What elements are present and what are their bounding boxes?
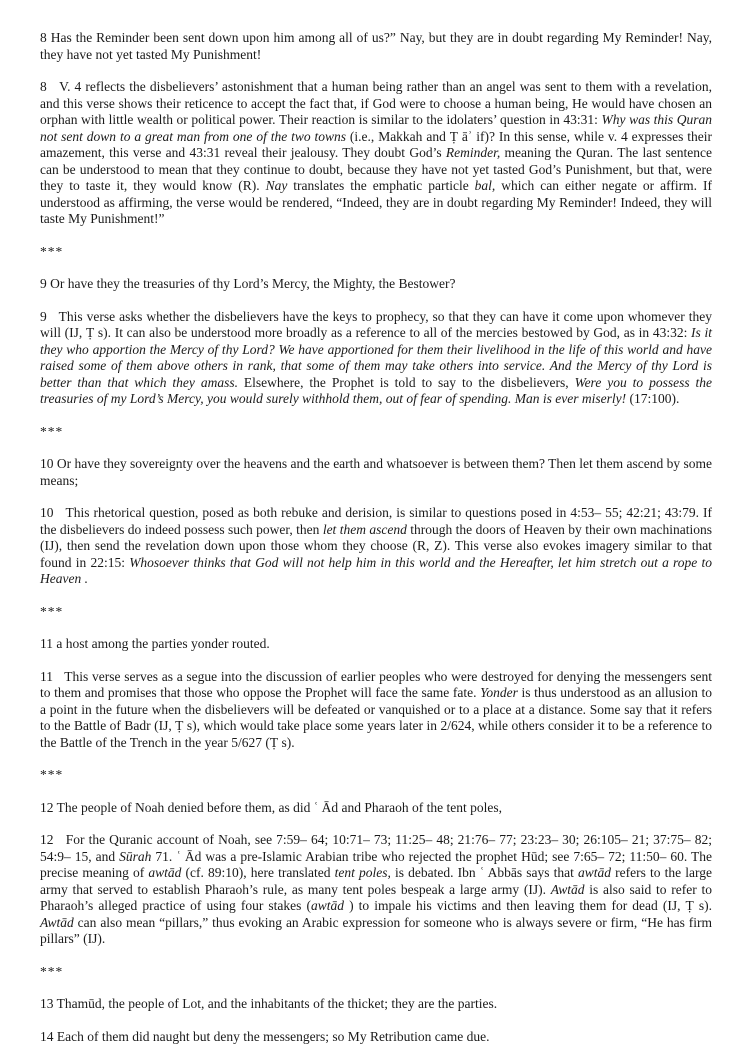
commentary-paragraph bbox=[40, 309, 712, 408]
italic-text-segment: Yonder bbox=[480, 685, 518, 700]
text-segment: 13 Thamūd, the people of Lot, and the inhabitants of the thicket; they are the parties. bbox=[40, 996, 498, 1011]
italic-text-segment: Sūrah bbox=[119, 848, 152, 864]
italic-text-segment: Whosoever thinks that God will not help him in this world and the Hereafter, let him stretch out a rope to Heaven . bbox=[40, 554, 713, 586]
text-segment: 14 Each of them did naught but deny the messengers; so My Retribution came due. bbox=[40, 1028, 490, 1044]
verse-paragraph bbox=[40, 30, 712, 63]
italic-text-segment: Is it they who apportion the Mercy of thy Lord? We have apportioned for them their livelihood in the life of this world and have raised some of them above others in rank, that some of them may take others into service. And the Mercy of thy Lord is better than that which they amass. bbox=[40, 325, 712, 390]
text-segment: (i.e., Makkah and Ṭ āʾ if)? In this sense, while v. 4 expresses their amazement, this verse and 43:31 reveal their jealousy. They doubt God’s bbox=[40, 128, 712, 160]
text-segment: through the doors of Heaven by their own machinations (IJ), then send the revelation down upon those whom they choose (R, Z). This verse also evokes imagery similar to that found in 22:15: bbox=[40, 521, 712, 570]
text-segment: 71. ʿ Ād was a pre-Islamic Arabian tribe who rejected the prophet Hūd; see 7:65– 72; 11:50– 60. The precise meaning of bbox=[40, 848, 712, 880]
italic-text-segment: let them ascend bbox=[322, 521, 407, 537]
verse-paragraph bbox=[40, 1029, 712, 1046]
verse-paragraph bbox=[40, 996, 712, 1013]
section-separator: *** bbox=[40, 767, 64, 782]
commentary-paragraph bbox=[40, 669, 712, 752]
text-segment: can also mean “pillars,” thus evoking an Arabic expression for someone who is always severe or firm, “He has firm pillars” (IJ). bbox=[40, 914, 712, 946]
text-segment: 12 The people of Noah denied before them, as did ʿ Ād and Pharaoh of the tent poles, bbox=[40, 799, 502, 815]
text-segment: 8 V. 4 reflects the disbelievers’ astonishment that a human being rather than an angel was sent to them with a revelation, and this verse shows their reticence to accept the fact that, if God were to choose a human being, He would have chosen an orphan with little wealth or political power. Their reaction is similar to the idolaters’ question in 43:31: bbox=[40, 79, 712, 127]
text-segment: refers to the large army that served to establish Pharaoh’s rule, as many tent poles bespeak a large army (IJ). bbox=[40, 865, 712, 897]
commentary-paragraph bbox=[40, 79, 712, 228]
italic-text-segment: Awtād bbox=[550, 881, 585, 897]
text-segment: ) to impale his victims and then leaving them for dead (IJ, Ṭ s). bbox=[343, 898, 712, 913]
text-segment: 8 Has the Reminder been sent down upon him among all of us?” Nay, but they are in doubt regarding My Reminder! Nay, they have not yet tasted My Punishment! bbox=[40, 30, 712, 62]
section-separator: *** bbox=[40, 423, 64, 439]
italic-text-segment: awtād bbox=[578, 865, 612, 880]
text-segment: 10 This rhetorical question, posed as both rebuke and derision, is similar to questions posed in 4:53– 55; 42:21; 43:79. If the disbelievers do indeed possess such power, then bbox=[40, 505, 712, 537]
page-content bbox=[40, 30, 712, 1045]
italic-text-segment: Reminder, bbox=[445, 145, 501, 160]
text-segment: 12 For the Quranic account of Noah, see 7:59– 64; 10:71– 73; 11:25– 48; 21:76– 77; 23:23– 30; 26:105– 21; 37:75– 82; 54:9– 15, and bbox=[40, 832, 712, 864]
verse-paragraph bbox=[40, 800, 712, 817]
text-segment: is also said to refer to Pharaoh’s alleged practice of using four stakes ( bbox=[40, 881, 712, 913]
text-segment: 11 a host among the parties yonder routed. bbox=[40, 636, 270, 651]
commentary-paragraph bbox=[40, 505, 712, 588]
italic-text-segment: Nay bbox=[265, 178, 288, 193]
italic-text-segment: Were you to possess the treasuries of my Lord’s Mercy, you would surely withhold them, out of fear of spending. Man is ever miserly! bbox=[40, 374, 712, 406]
text-segment: which can either negate or affirm. If understood as affirming, the verse would be rendered, “Indeed, they are in doubt regarding My Reminder! Indeed, they will taste My Punishment!” bbox=[40, 178, 712, 226]
text-segment: is debated. Ibn ʿ Abbās says that bbox=[390, 865, 579, 880]
italic-text-segment: awtād bbox=[148, 865, 182, 880]
text-segment: (cf. 89:10), here translated bbox=[181, 865, 335, 880]
text-segment: 11 This verse serves as a segue into the discussion of earlier peoples who were destroyed for denying the messengers sent to them and promises that those who oppose the Prophet will face the same fate. bbox=[40, 668, 712, 700]
commentary-paragraph bbox=[40, 832, 712, 948]
text-segment: translates the emphatic particle bbox=[287, 178, 475, 193]
italic-text-segment: awtād bbox=[310, 898, 344, 913]
verse-paragraph bbox=[40, 636, 712, 653]
text-segment: is thus understood as an allusion to a point in the future when the disbelievers will be defeated or vanquished or to a place at a distance. Some say that it refers to the Battle of Badr (IJ, Ṭ s), which would take place some years later in 2/624, while others consider it to be a reference to the Battle of the Trench in the year 5/627 (Ṭ s). bbox=[40, 685, 712, 750]
italic-text-segment: Why was this Quran not sent down to a great man from one of the two towns bbox=[40, 112, 712, 144]
italic-text-segment: bal, bbox=[474, 178, 496, 193]
section-separator: *** bbox=[40, 603, 64, 619]
text-segment: 9 This verse asks whether the disbelievers have the keys to prophecy, so that they can have it come upon whomever they will (IJ, Ṭ s). It can also be understood more broadly as a reference to all of the mercies bestowed by God, as in 43:32: bbox=[40, 308, 712, 340]
italic-text-segment: Awtād bbox=[40, 914, 74, 930]
verse-paragraph bbox=[40, 276, 712, 293]
text-segment: meaning the Quran. The last sentence can be understood to mean that they continue to doubt, because they have not yet tasted God’s Punishment, but that, were they to taste it, they would know (R). bbox=[40, 145, 712, 193]
text-segment: Elsewhere, the Prophet is told to say to the disbelievers, bbox=[237, 374, 575, 390]
section-separator: *** bbox=[40, 963, 64, 979]
text-segment: (17:100). bbox=[626, 391, 680, 406]
text-segment: 10 Or have they sovereignty over the heavens and the earth and whatsoever is between them? Then let them ascend by some means; bbox=[40, 456, 712, 488]
text-segment: 9 Or have they the treasuries of thy Lord’s Mercy, the Mighty, the Bestower? bbox=[40, 276, 456, 291]
italic-text-segment: tent poles, bbox=[334, 865, 391, 880]
section-separator: *** bbox=[40, 243, 64, 259]
verse-paragraph bbox=[40, 456, 712, 489]
